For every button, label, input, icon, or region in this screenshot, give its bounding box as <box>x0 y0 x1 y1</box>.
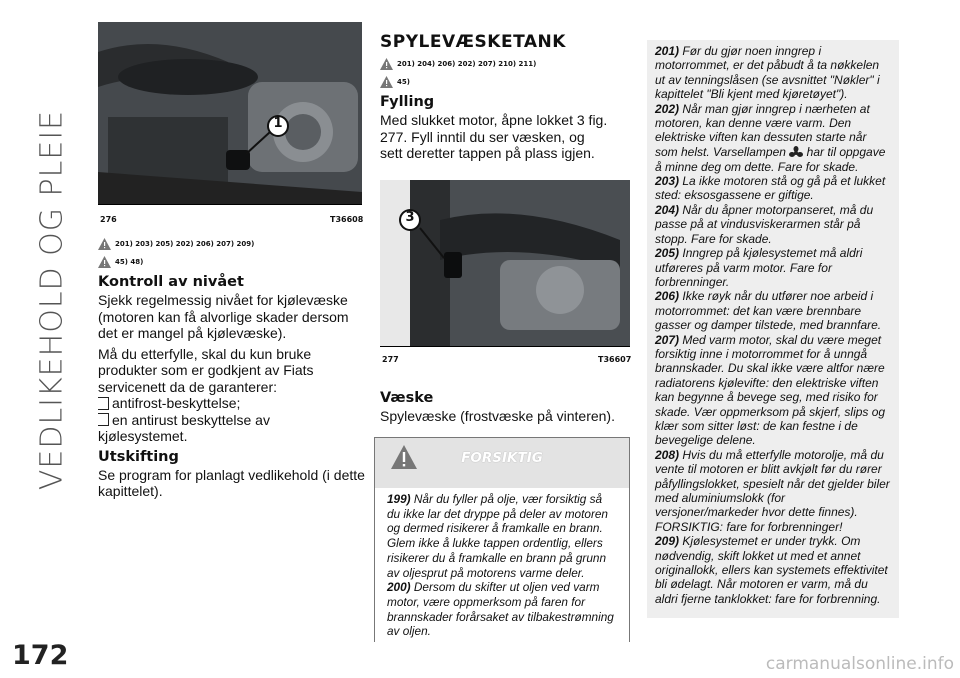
caution-icon <box>380 76 393 88</box>
section-heading: SPYLEVÆSKETANK <box>380 32 566 52</box>
warning-icon <box>380 58 393 70</box>
caution-body <box>375 488 629 645</box>
paragraph-kontroll: Sjekk regelmessig nivået for kjølevæske (motoren kan få alvorlige skader dersom det er mangel på kjølevæske). <box>98 292 349 341</box>
column-2-lower <box>380 386 630 429</box>
caution-box <box>374 437 630 642</box>
bullet-item: antifrost-beskyttelse; <box>98 395 370 412</box>
warning-note-209: 209) Kjølesystemet er under trykk. Om nødvendig, skift lokket ut med et annet originallokk, ellers kan systemets effektivitet bli ødelagt. Når motoren er varm, må du aldri fjerne tanklokket: fare for forbrenning. <box>655 534 888 606</box>
bullet-icon <box>98 397 109 410</box>
figure-code: T36608 <box>330 215 364 224</box>
bullet-icon <box>98 413 109 426</box>
figure-callout: 1 <box>273 116 283 131</box>
caution-icon <box>98 256 111 268</box>
heading-kontroll: Kontroll av nivået <box>98 274 244 290</box>
warning-note-203: 203) La ikke motoren stå og gå på et lukket sted: eksosgassene er giftige. <box>655 174 886 203</box>
section-title: VEDLIKEHOLD OG PLEIE <box>34 109 70 491</box>
figure-number: 276 <box>100 215 117 224</box>
caution-refs <box>98 254 370 270</box>
figure-number: 277 <box>382 355 399 364</box>
watermark: carmanualsonline.info <box>765 654 954 674</box>
warning-refs <box>380 56 630 72</box>
engine-figure-277 <box>380 180 630 347</box>
caution-refs-text: 45) <box>397 78 410 86</box>
caution-header <box>375 438 629 488</box>
heading-fylling: Fylling <box>380 94 435 110</box>
engine-figure-276 <box>98 22 362 205</box>
warning-icon <box>98 238 111 250</box>
column-1 <box>98 236 370 504</box>
warning-note-202: 202) Når man gjør inngrep i nærheten at motoren, kan denne være varm. Den elektriske viften kan dessuten starte når som helst. Varsellampen har til oppgave å minne deg om dette. Fare for skade. <box>655 101 886 174</box>
heading-utskifting: Utskifting <box>98 448 179 465</box>
warning-note-206: 206) Ikke røyk når du utfører noe arbeid i motorrommet: det kan være brennbare gasser og damper tilstede, med brannfare. <box>655 289 882 333</box>
warning-note-208: 208) Hvis du må etterfylle motorolje, må du vente til motoren er blitt avkjølt før du rører påfyllingslokket, spesielt når det gjelder biler med aluminiumslokk (for versjoner/markeder hvor dette finnes). FORSIKTIG: fare for forbrenninger! <box>655 447 890 534</box>
paragraph-vaeske: Spylevæske (frostvæske på vinteren). <box>380 408 615 424</box>
column-2 <box>380 32 630 166</box>
page-number: 172 <box>12 640 69 671</box>
warning-refs-text: 201) 204) 206) 202) 207) 210) 211) <box>397 60 537 68</box>
fan-warning-icon <box>789 146 803 160</box>
warning-note-204: 204) Når du åpner motorpanseret, må du passe på at vindusviskerarmen står på stopp. Fare for skade. <box>655 202 874 246</box>
heading-vaeske: Væske <box>380 390 434 406</box>
warning-refs-text: 201) 203) 205) 202) 206) 207) 209) <box>115 240 255 248</box>
warning-note-201: 201) Før du gjør noen inngrep i motorrommet, er det påbudt å ta nøkkelen ut av tenningslåsen (se avsnittet "Nøkler" i kapittelet "Bli kjent med kjøretøyet"). <box>655 44 880 102</box>
caution-note-200: 200) Dersom du skifter ut oljen ved varm motor, være oppmerksom på faren for brannskader forårsaket av tilbakestrømning av oljen. <box>387 580 614 639</box>
figure-callout: 3 <box>405 210 415 225</box>
caution-title: FORSIKTIG <box>461 450 543 466</box>
paragraph-etterfylle: Må du etterfylle, skal du kun bruke produkter som er godkjent av Fiats servicenett da de garanterer: <box>98 345 314 395</box>
warning-note-205: 205) Inngrep på kjølesystemet må aldri utføreres på varm motor. Fare for forbrenninger. <box>655 246 863 289</box>
paragraph-utskifting: Se program for planlagt vedlikehold (i dette kapittelet). <box>98 466 365 499</box>
paragraph-fylling: Med slukket motor, åpne lokket 3 fig. 277. Fyll inntil du ser væsken, og sett deretter tappen på plass igjen. <box>380 112 608 161</box>
warning-refs <box>98 236 370 252</box>
caution-refs <box>380 74 630 90</box>
warning-note-207: 207) Med varm motor, skal du være meget forsiktig inne i motorrommet for å unngå brannskader. Du skal ikke være altfor nære radiatorens kjølevifte: den elektriske viften kan begynne å bevege seg, med risiko for skade. Vær oppmerksom på skjerf, slips og klær som sitter løst: de kan festne i de bevegelige delene. <box>655 332 886 448</box>
figure-code: T36607 <box>598 355 632 364</box>
caution-note-199: 199) Når du fyller på olje, vær forsiktig så du ikke lar det dryppe på deler av motoren og dermed risikerer å framkalle en brann. Glem ikke å lukke tappen ordentlig, ellers risikerer du å framkalle en brann på grunn av oljesprut på motorens varme deler. <box>387 492 608 580</box>
bullet-item: en antirust beskyttelse av <box>98 412 370 429</box>
bullet-continuation: kjølesystemet. <box>98 428 188 444</box>
caution-refs-text: 45) 48) <box>115 258 144 266</box>
warning-notes-box <box>647 40 899 618</box>
